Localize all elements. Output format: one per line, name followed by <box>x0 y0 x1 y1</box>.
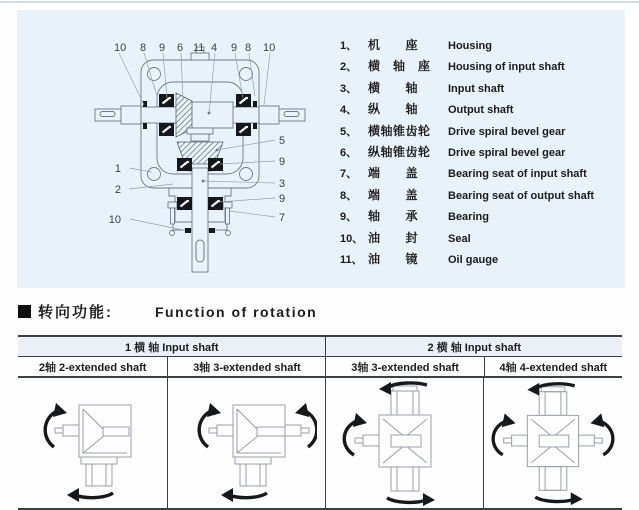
parts-list-item: 3、 横 轴 Input shaft <box>340 80 505 95</box>
parts-list-item: 4、 纵 轴 Output shaft <box>340 102 514 117</box>
svg-text:9: 9 <box>279 156 286 168</box>
rotation-arrow-bottom <box>387 498 427 502</box>
svg-text:9: 9 <box>231 42 238 54</box>
svg-text:8: 8 <box>245 42 252 54</box>
cell-4-extended-shaft <box>483 378 622 508</box>
column-header-4-extended: 4轴 4-extended shaft <box>484 357 622 376</box>
svg-text:4: 4 <box>211 42 218 54</box>
parts-list-item: 10、 油 封 Seal <box>340 230 471 245</box>
svg-text:6: 6 <box>177 42 184 54</box>
column-header-3-extended-a: 3轴 3-extended shaft <box>167 357 325 376</box>
svg-text:2: 2 <box>114 184 121 196</box>
svg-text:5: 5 <box>279 135 286 147</box>
table-body-row <box>18 378 622 510</box>
svg-text:8: 8 <box>140 42 147 54</box>
rotation-table <box>18 335 622 510</box>
gearbox-icon-4-shaft <box>484 379 622 507</box>
parts-list-item: 1、 机 座 Housing <box>340 38 492 52</box>
section-heading <box>18 301 317 322</box>
svg-text:9: 9 <box>279 193 286 205</box>
parts-list-item: 8、 端 盖 Bearing seat of output shaft <box>340 187 595 202</box>
gearbox-icon-3-shaft-horizontal <box>177 381 317 505</box>
rotation-arrow-bottom <box>535 497 574 501</box>
rotation-arrow-bottom <box>75 493 113 498</box>
group-header-1-input-shaft: 1 横 轴 Input shaft <box>124 341 219 354</box>
gearbox-icon-3-shaft-vertical <box>335 379 475 507</box>
cell-3-extended-shaft-horizontal <box>167 378 325 508</box>
parts-list-item: 6、 纵轴锥齿轮 Drive spiral bevel gear <box>340 144 566 159</box>
cell-2-extended-shaft <box>18 378 167 508</box>
svg-text:11: 11 <box>193 42 205 54</box>
rotation-arrow-bottom <box>229 493 267 498</box>
column-header-2-extended: 2轴 2-extended shaft <box>38 361 147 374</box>
output-shaft-vertical <box>168 168 232 272</box>
table-column-header-row <box>18 357 622 378</box>
svg-text:10: 10 <box>263 42 276 54</box>
top-divider <box>0 1 639 3</box>
gearbox-cross-section-diagram <box>17 10 347 288</box>
column-header-3-extended-b: 3轴 3-extended shaft <box>325 357 483 376</box>
svg-text:10: 10 <box>114 42 127 54</box>
svg-text:9: 9 <box>159 42 166 54</box>
group-header-2-input-shaft: 2 横 轴 Input shaft <box>325 337 622 356</box>
svg-text:10: 10 <box>108 214 121 226</box>
parts-list <box>340 35 639 270</box>
input-shaft-horizontal <box>95 102 305 128</box>
svg-text:1: 1 <box>114 163 121 175</box>
parts-list-item: 2、 横 轴 座 Housing of input shaft <box>340 59 565 74</box>
cell-3-extended-shaft-vertical <box>325 378 483 508</box>
svg-text:3: 3 <box>279 178 286 190</box>
parts-list-item: 7、 端 盖 Bearing seat of input shaft <box>340 166 587 181</box>
table-group-header-row <box>18 337 622 357</box>
parts-list-item: 11、 油 镜 Oil gauge <box>340 251 499 266</box>
parts-list-item: 5、 横轴锥齿轮 Drive spiral bevel gear <box>340 123 566 138</box>
black-square-bullet <box>18 305 31 318</box>
section-title-en: Function of rotation <box>155 303 318 320</box>
parts-list-item: 9、 轴 承 Bearing <box>340 209 489 224</box>
svg-text:7: 7 <box>279 212 286 224</box>
gearbox-icon-2-shaft <box>23 381 163 505</box>
section-title-cn: 转向功能: <box>38 304 113 321</box>
diagram-panel <box>17 10 625 288</box>
